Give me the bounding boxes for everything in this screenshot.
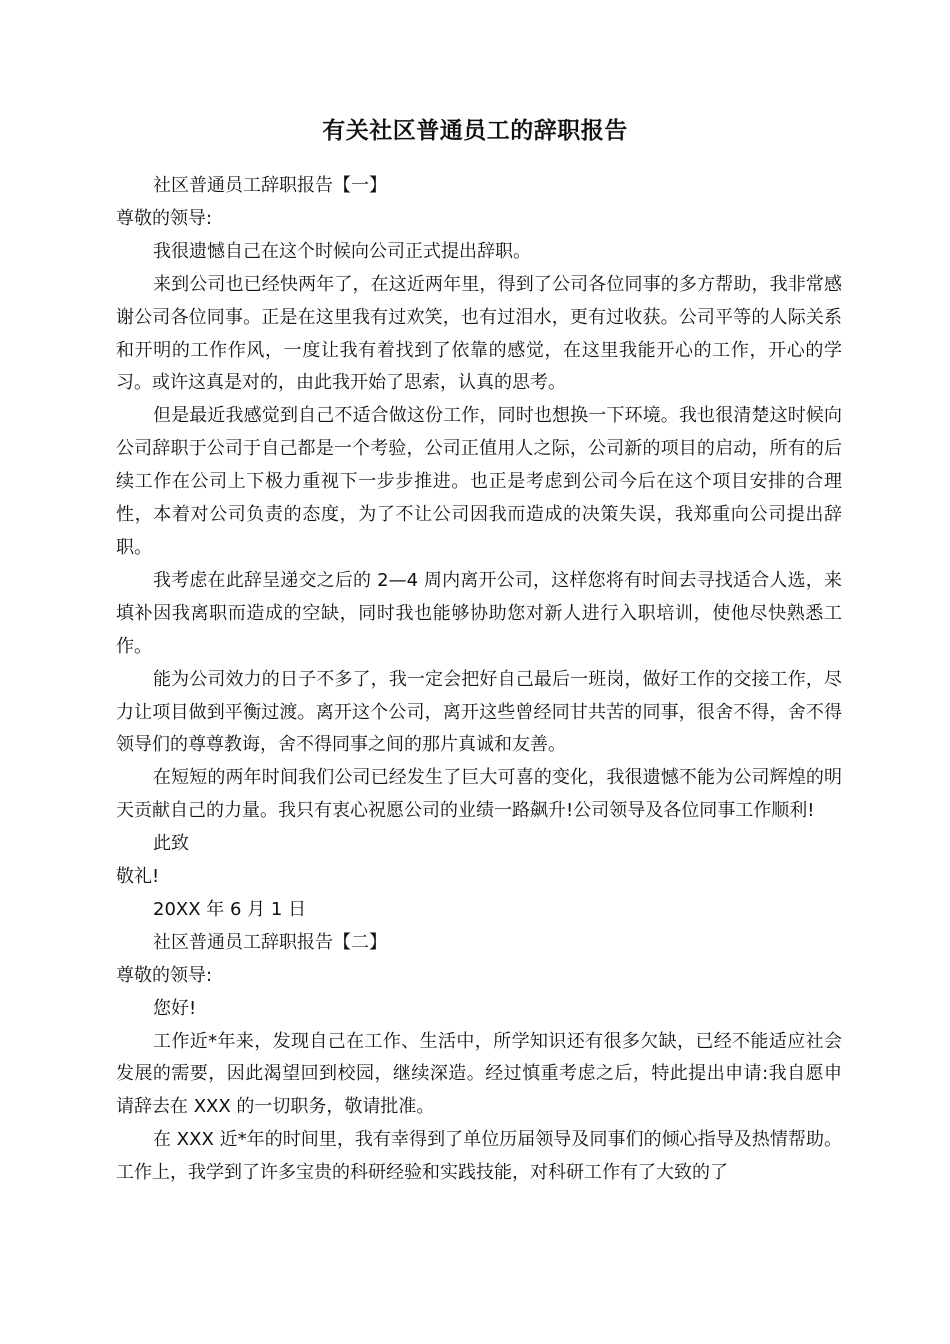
document-title: 有关社区普通员工的辞职报告 (322, 118, 628, 144)
paragraph: 20XX 年 6 月 1 日 (153, 898, 307, 920)
paragraph: 能为公司效力的日子不多了，我一定会把好自己最后一班岗，做好工作的交接工作，尽力让项目做到平衡过渡。离开这个公司，离开这些曾经同甘共苦的同事，很舍不得，舍不得领导们的尊尊教诲，舍不得同事之间的那片真诚和友善。 (116, 668, 842, 756)
paragraph: 但是最近我感觉到自己不适合做这份工作，同时也想换一下环境。我也很清楚这时候向公司辞职于公司于自己都是一个考验，公司正值用人之际，公司新的项目的启动，所有的后续工作在公司上下极力重视下一步步推进。也正是考虑到公司今后在这个项目安排的合理性，本着对公司负责的态度，为了不让公司因我而造成的决策失误，我郑重向公司提出辞职。 (116, 405, 842, 558)
paragraph: 我考虑在此辞呈递交之后的 2—4 周内离开公司，这样您将有时间去寻找适合人选，来填补因我离职而造成的空缺，同时我也能够协助您对新人进行入职培训，使他尽快熟悉工作。 (116, 569, 842, 657)
paragraph: 来到公司也已经快两年了，在这近两年里，得到了公司各位同事的多方帮助，我非常感谢公司各位同事。正是在这里我有过欢笑，也有过泪水，更有过收获。公司平等的人际关系和开明的工作作风，一度让我有着找到了依靠的感觉，在这里我能开心的工作，开心的学习。或许这真是对的，由此我开始了思索，认真的思考。 (116, 273, 842, 394)
paragraph: 敬礼! (116, 866, 160, 888)
paragraph: 尊敬的领导: (116, 207, 213, 229)
paragraph: 社区普通员工辞职报告【二】 (153, 931, 387, 953)
paragraph: 在 XXX 近*年的时间里，我有幸得到了单位历届领导及同事们的倾心指导及热情帮助。工作上，我学到了许多宝贵的科研经验和实践技能，对科研工作有了大致的了 (116, 1129, 842, 1184)
paragraph: 工作近*年来，发现自己在工作、生活中，所学知识还有很多欠缺，已经不能适应社会发展的需要，因此渴望回到校园，继续深造。经过慎重考虑之后，特此提出申请:我自愿申请辞去在 XXX 的一切职务，敬请批准。 (116, 1030, 842, 1118)
paragraph: 社区普通员工辞职报告【一】 (153, 175, 387, 196)
paragraph: 此致 (153, 833, 189, 855)
paragraph: 您好! (153, 997, 197, 1019)
document-body (116, 170, 842, 1190)
paragraph: 在短短的两年时间我们公司已经发生了巨大可喜的变化，我很遗憾不能为公司辉煌的明天贡献自己的力量。我只有衷心祝愿公司的业绩一路飙升!公司领导及各位同事工作顺利! (116, 767, 842, 822)
paragraph: 尊敬的领导: (116, 964, 213, 986)
paragraph: 我很遗憾自己在这个时候向公司正式提出辞职。 (153, 240, 531, 262)
